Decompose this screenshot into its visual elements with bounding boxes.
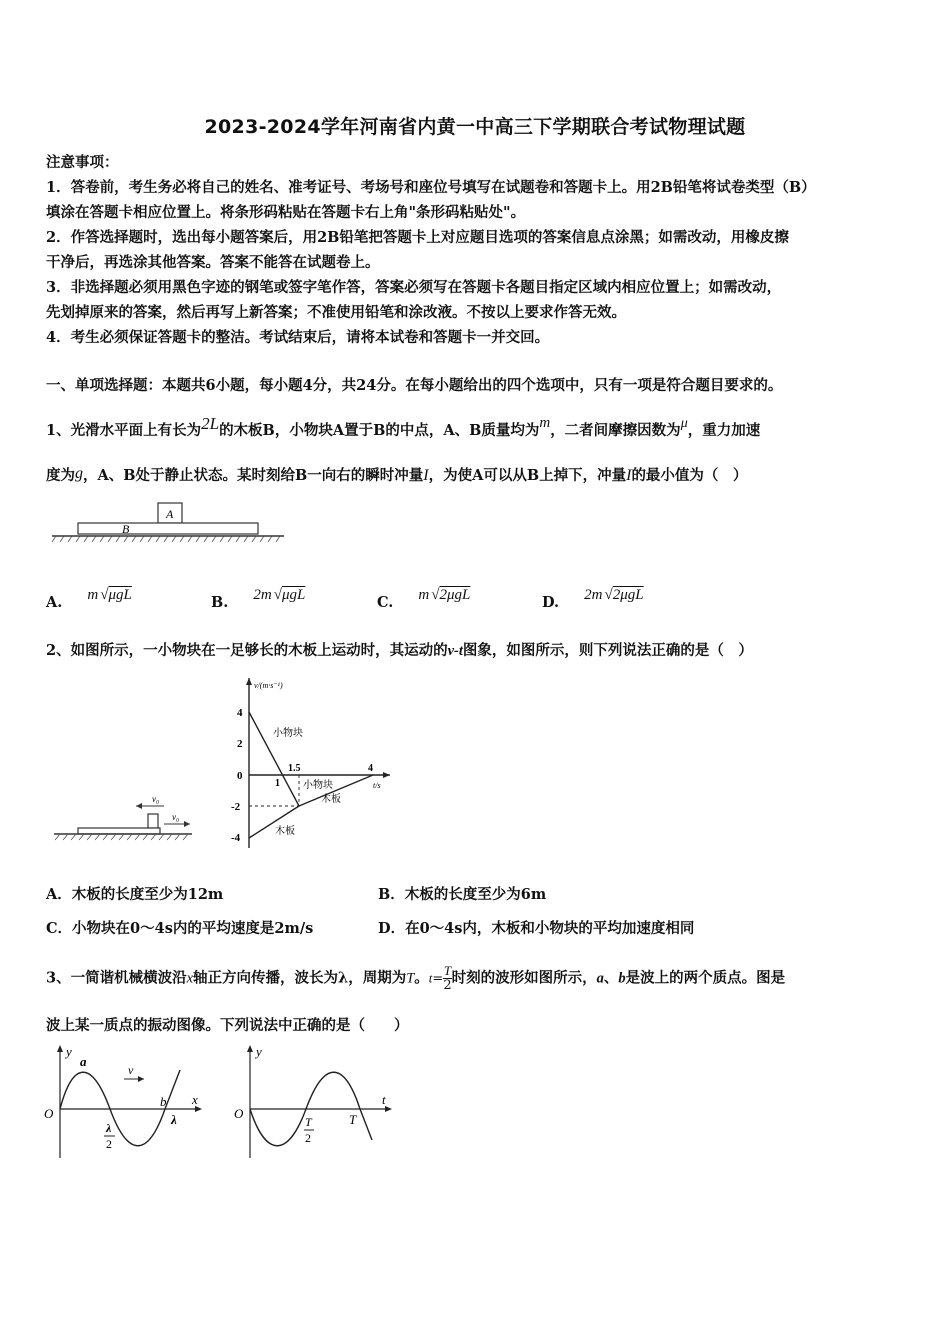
q1-option-a[interactable]: A. m √μgL [46,587,132,611]
point-b-label: b [160,1094,167,1109]
velocity-label: v [128,1063,134,1077]
notice-line: 先划掉原来的答案，然后再写上新答案；不准使用铅笔和涂改液。不按以上要求作答无效。 [46,304,626,321]
x-tick: 1.5 [288,763,301,774]
v0-label-top: v₀ [152,794,160,804]
notice-line: 3．非选择题必须用黑色字迹的钢笔或签字笔作答，答案必须写在答题卡各题目指定区域内相应位置上；如需改动， [46,279,782,296]
q1-stem-line2: 度为g，A、B处于静止状态。某时刻给B一向右的瞬时冲量I，为使A可以从B上掉下，冲量I的最小值为（ ） [46,465,748,484]
x-tick: 1 [275,778,280,789]
origin-label: O [44,1106,54,1121]
x-arrow [383,772,390,778]
point-a-label: a [80,1054,87,1069]
notice-line: 1．答卷前，考生务必将自己的姓名、准考证号、考场号和座位号填写在试题卷和答题卡上。用2B铅笔将试卷类型（B） [46,179,816,196]
y-tick: 2 [237,738,243,750]
notice-heading: 注意事项： [46,154,119,171]
velocity-arrow-head [138,1076,144,1082]
q3-stem-line1: 3、一简谐机械横波沿x轴正方向传播，波长为λ，周期为T。t= $\frac{T}{2}$ 时刻的波形如图所示，a、b是波上的两个质点。图是 [46,963,786,993]
block-line [249,712,373,806]
q2-option-b[interactable]: B．木板的长度至少为6m [378,886,547,903]
long-board [78,828,160,834]
label-block: 小物块 [273,728,303,739]
q3-wave-graph [40,1040,210,1162]
y-tick: 4 [237,707,243,719]
q2-board-figure [52,784,197,846]
section-heading: 一、单项选择题：本题共6小题，每小题4分，共24分。在每小题给出的四个选项中，只有一项是符合题目要求的。 [46,377,783,394]
half-period-num: T [305,1115,312,1129]
t-label: t [382,1092,386,1107]
period-label: T [349,1112,357,1127]
block-a-label: A [166,507,174,521]
t-arrow [385,1106,392,1112]
notice-line: 填涂在答题卡相应位置上。将条形码粘贴在答题卡右上角"条形码粘贴处"。 [46,204,526,221]
ground-hatch [55,834,188,840]
page-title: 2023-2024学年河南省内黄一中高三下学期联合考试物理试题 [204,116,746,138]
q1-option-b[interactable]: B. 2m √μgL [211,587,306,611]
label-block: 小物块 [303,780,333,791]
arrow-left-head [136,803,142,809]
q2-option-a[interactable]: A．木板的长度至少为12m [46,886,224,903]
v0-label-bottom: v₀ [172,812,180,822]
q1-stem-line1: 1、光滑水平面上有长为2L的木板B，小物块A置于B的中点，A、B质量均为m，二者间摩擦因数为μ，重力加速 [46,414,761,439]
q1-option-d[interactable]: D. 2m √2μgL [542,587,644,611]
y-tick: -4 [231,832,241,844]
q3-oscillation-graph [230,1040,400,1162]
notice-line: 干净后，再选涂其他答案。答案不能答在试题卷上。 [46,254,380,271]
y-axis-label: v/(m·s⁻¹) [254,681,283,690]
q3-fraction: $\frac{T}{2}$ [443,963,452,993]
y-label: y [256,1044,262,1059]
q2-option-d[interactable]: D．在0～4s内，木板和小物块的平均加速度相同 [378,920,695,937]
y-tick: -2 [231,801,241,813]
notice-line: 2．作答选择题时，选出每小题答案后，用2B铅笔把答题卡上对应题目选项的答案信息点涂黑；如需改动，用橡皮擦 [46,229,789,246]
y-tick: 0 [237,770,243,782]
y-arrow [246,678,252,685]
q1-figure [48,498,288,548]
x-tick: 4 [368,763,373,774]
half-period-den: 2 [305,1131,311,1145]
x-label: x [192,1092,198,1107]
q2-stem: 2、如图所示，一小物块在一足够长的木板上运动时，其运动的v-t图象，如图所示，则下列说法正确的是（ ） [46,642,753,659]
q2-option-c[interactable]: C．小物块在0～4s内的平均速度是2m/s [46,920,314,937]
q1-option-c[interactable]: C. m √2μgL [377,587,471,611]
ground-hatch [52,536,280,542]
y-arrow [57,1045,63,1052]
board-b [78,523,258,534]
half-lambda-den: 2 [106,1137,112,1151]
label-board: 木板 [275,826,295,837]
q3-stem-line2: 波上某一质点的振动图像。下列说法中正确的是（ ） [46,1017,409,1034]
label-board: 木板 [321,794,341,805]
y-label: y [66,1044,72,1059]
arrow-right-head [184,821,190,827]
lambda-label: λ [171,1112,177,1127]
half-lambda-num: λ [106,1121,112,1135]
x-axis-label: t/s [373,781,381,790]
board-b-label: B [122,522,130,536]
origin-label: O [234,1106,244,1121]
y-arrow [247,1045,253,1052]
notice-line: 4．考生必须保证答题卡的整洁。考试结束后，请将本试卷和答题卡一并交回。 [46,329,550,346]
small-block [148,814,158,828]
q2-vt-graph [225,674,400,854]
